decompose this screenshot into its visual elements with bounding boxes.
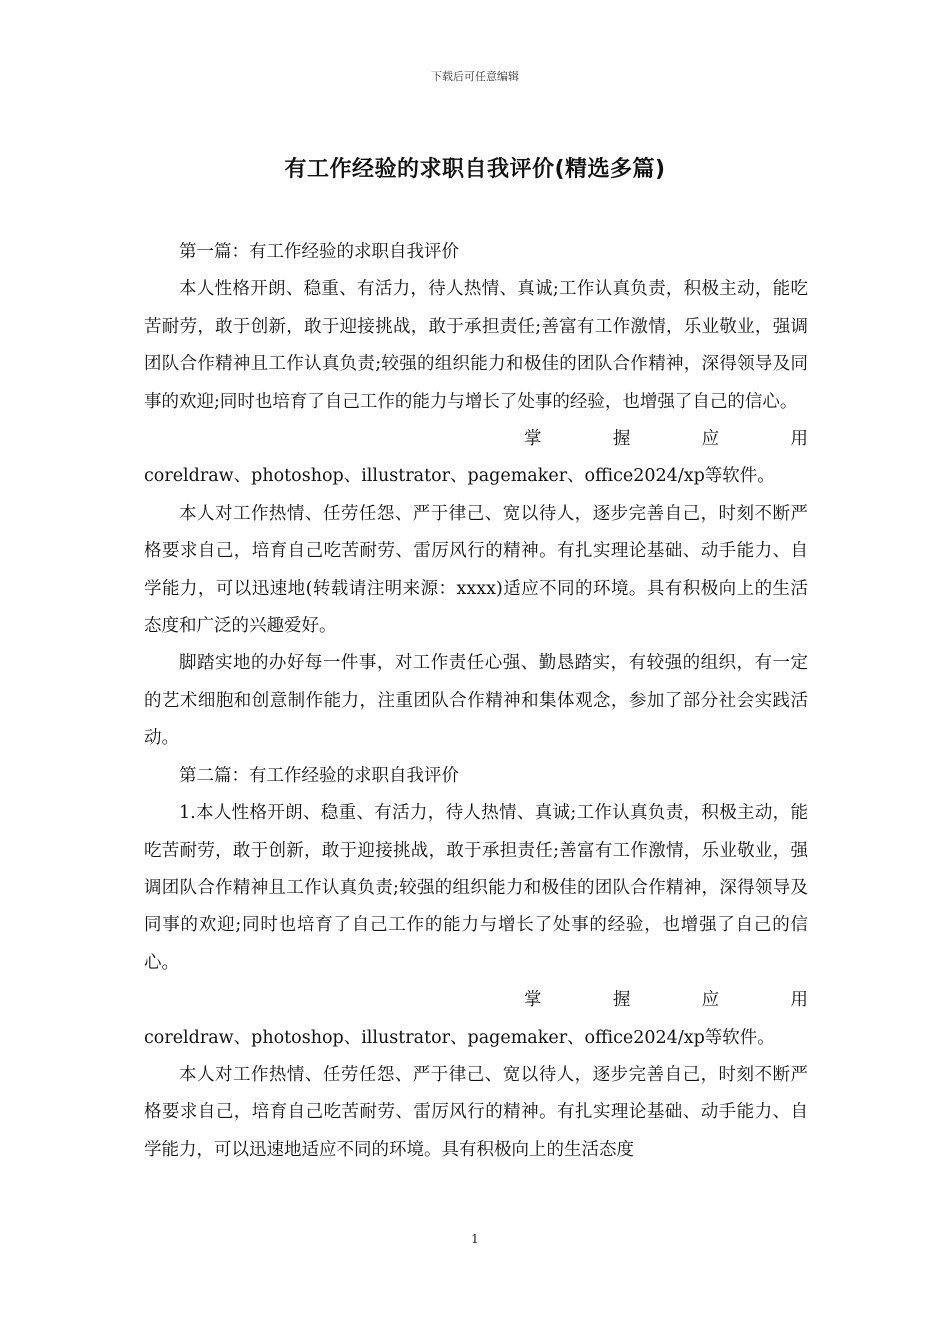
section1-paragraph-3: 脚踏实地的办好每一件事，对工作责任心强、勤恳踏实，有较强的组织，有一定的艺术细胞和创意制作能力，注重团队合作精神和集体观念，参加了部分社会实践活动。 xyxy=(144,653,808,749)
skill-word: 掌 xyxy=(524,990,542,1011)
page-number: 1 xyxy=(471,1232,479,1246)
section2-skill-paragraph xyxy=(144,982,808,1057)
section1-skill-paragraph xyxy=(144,421,808,496)
section1-skill-spread xyxy=(144,421,808,458)
section2-paragraph-2: 本人对工作热情、任劳任怨、严于律己、宽以待人，逐步完善自己，时刻不断严格要求自己，培育自己吃苦耐劳、雷厉风行的精神。有扎实理论基础、动手能力、自学能力，可以迅速地适应不同的环境。具有积极向上的生活态度 xyxy=(144,1064,808,1160)
section2-skill-line: coreldraw、photoshop、illustrator、pagemaker、office2024/xp等软件。 xyxy=(144,1027,775,1048)
header-note: 下载后可任意编辑 xyxy=(431,70,519,83)
document-title: 有工作经验的求职自我评价(精选多篇) xyxy=(284,157,666,182)
section1-paragraph-2: 本人对工作热情、任劳任怨、严于律己、宽以待人，逐步完善自己，时刻不断严格要求自己，培育自己吃苦耐劳、雷厉风行的精神。有扎实理论基础、动手能力、自学能力，可以迅速地(转载请注明来源：xxxx)适应不同的环境。具有积极向上的生活态度和广泛的兴趣爱好。 xyxy=(144,503,808,637)
section2-skill-spread xyxy=(144,982,808,1019)
skill-word: 用 xyxy=(790,990,808,1011)
skill-word: 用 xyxy=(790,429,808,450)
section2-paragraph-1: 1.本人性格开朗、稳重、有活力，待人热情、真诚;工作认真负责，积极主动，能吃苦耐劳，敢于创新，敢于迎接挑战，敢于承担责任;善富有工作激情，乐业敬业，强调团队合作精神且工作认真负责;较强的组织能力和极佳的团队合作精神，深得领导及同事的欢迎;同时也培育了自己工作的能力与增长了处事的经验，也增强了自己的信心。 xyxy=(144,803,808,973)
skill-word: 握 xyxy=(612,990,631,1011)
section1-skill-line: coreldraw、photoshop、illustrator、pagemaker、office2024/xp等软件。 xyxy=(144,466,775,487)
section1-heading: 第一篇：有工作经验的求职自我评价 xyxy=(179,242,459,262)
skill-word: 握 xyxy=(612,429,631,450)
skill-word: 掌 xyxy=(524,429,542,450)
section1-paragraph-1: 本人性格开朗、稳重、有活力，待人热情、真诚;工作认真负责，积极主动，能吃苦耐劳，敢于创新，敢于迎接挑战，敢于承担责任;善富有工作激情，乐业敬业，强调团队合作精神且工作认真负责;较强的组织能力和极佳的团队合作精神，深得领导及同事的欢迎;同时也培育了自己工作的能力与增长了处事的经验，也增强了自己的信心。 xyxy=(144,279,808,412)
skill-word: 应 xyxy=(701,990,720,1011)
section2-heading: 第二篇：有工作经验的求职自我评价 xyxy=(179,765,459,786)
document-body xyxy=(144,234,808,1169)
skill-word: 应 xyxy=(701,429,720,450)
